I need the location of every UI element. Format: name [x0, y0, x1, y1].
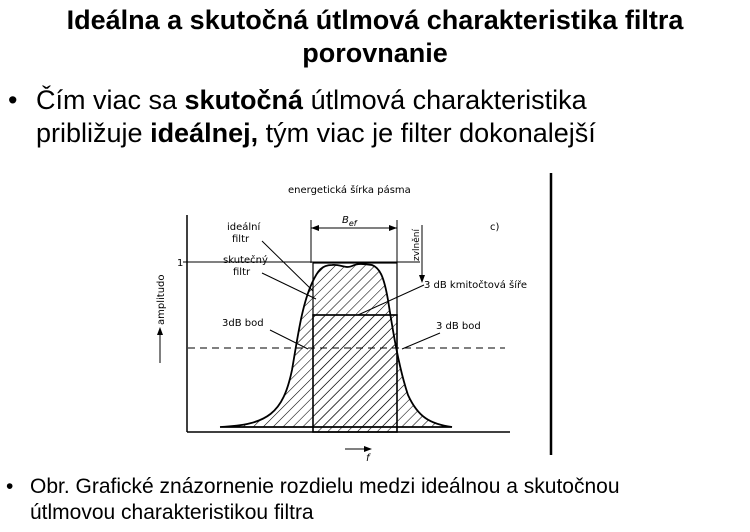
ripple-label: zvlnění [412, 229, 422, 261]
filter-characteristic-diagram [0, 165, 750, 470]
x-axis-label-arrow [364, 446, 372, 452]
3db-point-right-label: 3 dB bod [436, 321, 481, 332]
bef-arrow-left [311, 225, 319, 231]
caption-line-1: Obr. Grafické znázornenie rozdielu medzi ideálnou a skutočnou [30, 475, 620, 498]
real-filter-label-line-1: skutečný [223, 255, 268, 266]
bullet-statement [4, 84, 596, 150]
slide-title [0, 4, 750, 70]
ideal-filter-rectangle [313, 315, 397, 432]
ideal-filter-label-line-2: filtr [232, 234, 250, 245]
title-line-1: Ideálna a skutočná útlmová charakteristika filtra [66, 5, 684, 35]
bef-label: $B_{ef}$ [342, 215, 357, 228]
bullet1-line2-after: tým viac je filter dokonalejší [258, 118, 596, 148]
bullet-statement-text [36, 84, 596, 150]
subfigure-label: c) [490, 222, 500, 233]
bullet-caption [4, 474, 620, 526]
bullet-statement-line-2 [36, 117, 596, 150]
3db-point-left-label: 3dB bod [222, 318, 264, 329]
3db-bandwidth-label: 3 dB kmitočtová šíře [424, 280, 528, 291]
energy-bandwidth-label: energetická šírka pásma [288, 185, 411, 196]
bullet1-line1-before: Čím viac sa [36, 85, 185, 115]
caption-line-2: útlmovou charakteristikou filtra [30, 501, 314, 524]
ideal-filter-pointer [262, 241, 313, 291]
bullet1-line2-bold: ideálnej, [150, 118, 259, 148]
bullet-marker-2: • [6, 475, 14, 498]
y-axis-label: amplitudo [156, 274, 167, 325]
y-axis-label-arrow [157, 327, 163, 335]
real-filter-label-line-2: filtr [233, 267, 251, 278]
3db-point-right-pointer [402, 333, 440, 349]
bullet-statement-line-1 [36, 84, 596, 117]
ideal-filter-label-line-1: ideální [227, 222, 261, 233]
caption-text [30, 474, 620, 526]
bef-arrow-right [389, 225, 397, 231]
bullet1-line1-bold: skutočná [184, 85, 304, 115]
bullet1-line1-after: útlmová charakteristika [303, 85, 587, 115]
x-axis-label: f [366, 453, 370, 464]
title-line-2: porovnanie [302, 38, 448, 68]
y-tick-label: 1 [177, 258, 184, 269]
bullet-marker: • [8, 85, 18, 115]
bullet1-line2-before: približuje [36, 118, 151, 148]
